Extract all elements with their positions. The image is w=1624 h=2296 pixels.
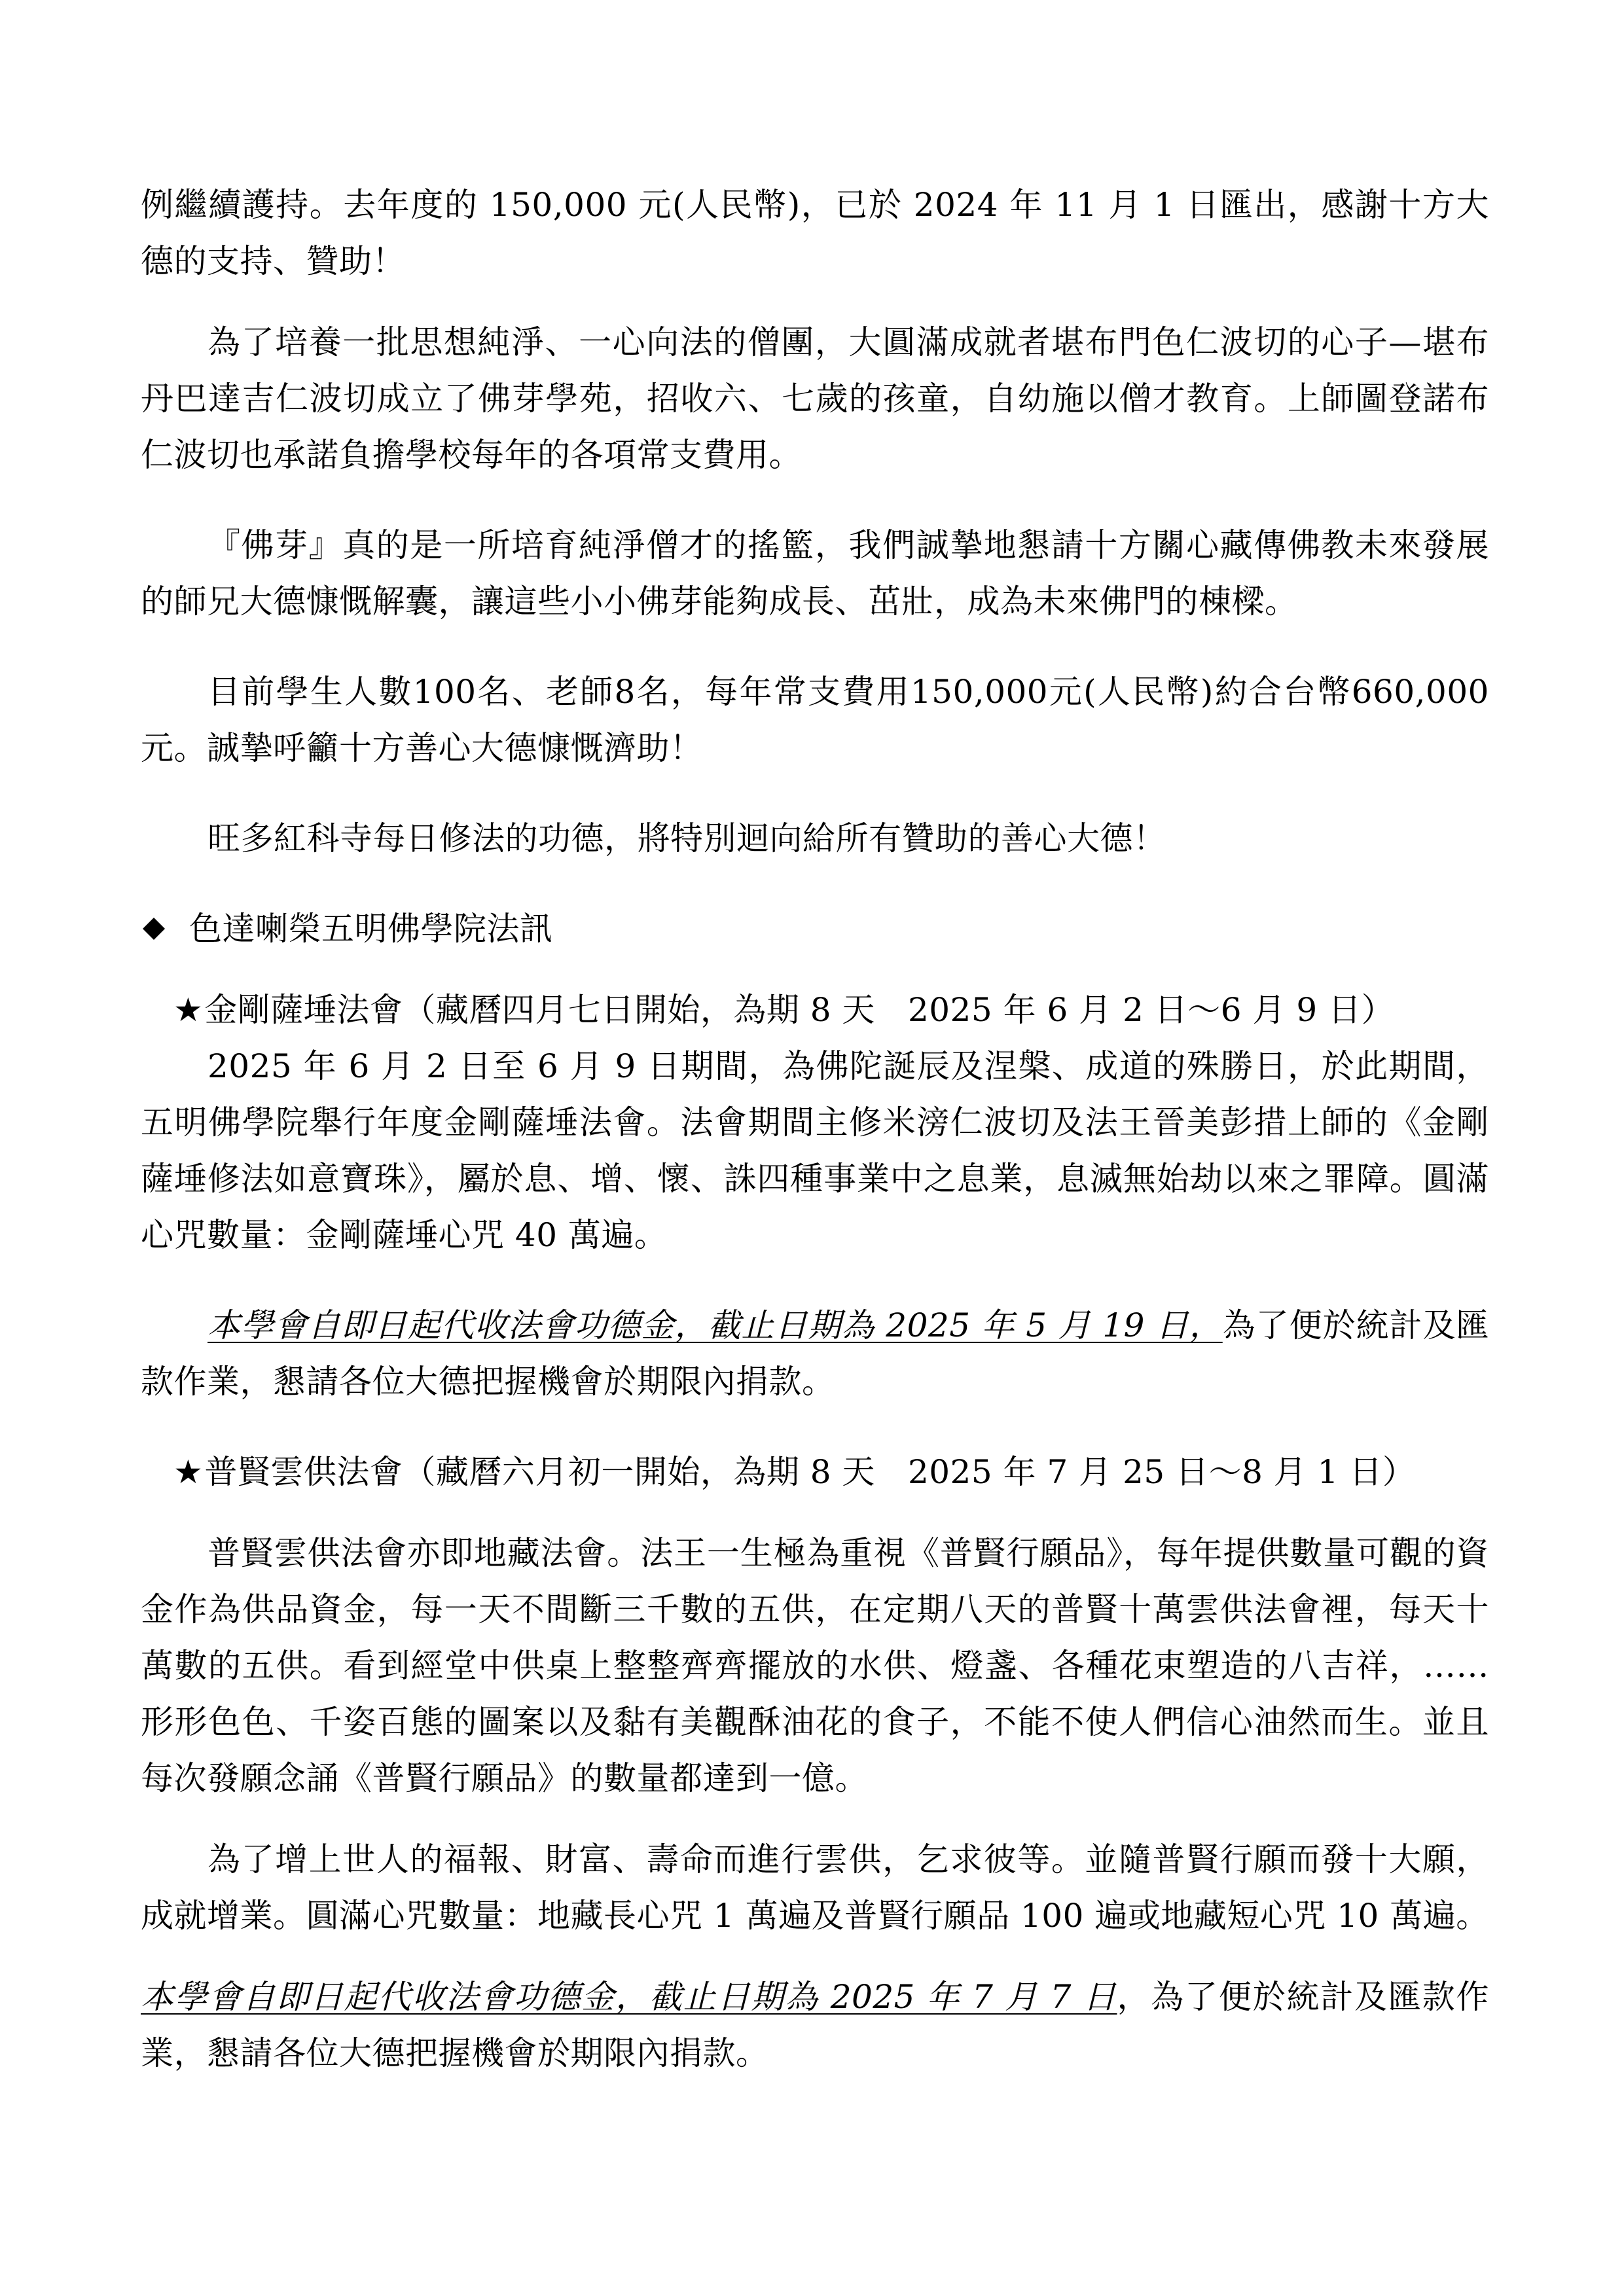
intro-paragraph-4: 目前學生人數100名、老師8名，每年常支費用150,000元(人民幣)約合台幣660,000元。誠摯呼籲十方善心大德慷慨濟助！ [141,673,1489,767]
event-2-dates: 2025 年 7 月 25 日～8 月 1 日） [907,1453,1416,1491]
event-2-notice [141,1969,1489,2081]
intro-paragraph-1: 例繼續護持。去年度的 150,000 元(人民幣)，已於 2024 年 11 月 1 日匯出，感謝十方大德的支持、贊助！ [141,186,1489,280]
event-1-dates: 2025 年 6 月 2 日～6 月 9 日） [907,991,1395,1029]
event-1-notice-rest: 為了便於統計及匯款作業，懇請各位大德把握機會於期限內捐款。 [141,1306,1490,1401]
event-2-body-2: 為了增上世人的福報、財富、壽命而進行雲供，乞求彼等。並隨普賢行願而發十大願，成就增業。圓滿心咒數量：地藏長心咒 1 萬遍及普賢行願品 100 遍或地藏短心咒 10 萬遍。 [141,1840,1489,1935]
intro-paragraph-2: 為了培養一批思想純淨、一心向法的僧團，大圓滿成就者堪布門色仁波切的心子—堪布丹巴達吉仁波切成立了佛芽學苑，招收六、七歲的孩童，自幼施以僧才教育。上師圖登諾布仁波切也承諾負擔學校每年的各項常支費用。 [141,323,1489,474]
section-heading [141,901,1489,957]
intro-paragraph-5: 旺多紅科寺每日修法的功德，將特別迴向給所有贊助的善心大德！ [208,819,1166,857]
event-1-notice [141,1297,1489,1410]
event-1-body: 2025 年 6 月 2 日至 6 月 9 日期間，為佛陀誕辰及涅槃、成道的殊勝日，於此期間，五明佛學院舉行年度金剛薩埵法會。法會期間主修米滂仁波切及法王晉美彭措上師的《金剛薩埵修法如意寶珠》，屬於息、增、懷、誅四種事業中之息業，息滅無始劫以來之罪障。圓滿心咒數量：金剛薩埵心咒 40 萬遍。 [141,1047,1489,1254]
event-1-title [141,982,1489,1038]
event-1-notice-deadline: 本學會自即日起代收法會功德金，截止日期為 2025 年 5 月 19 日， [208,1306,1223,1344]
event-2-title-text: 普賢雲供法會（藏曆六月初一開始，為期 8 天 [204,1453,875,1491]
star-icon: ★ [173,991,204,1029]
event-2-title [141,1444,1489,1500]
document-body [141,177,1489,2081]
event-2-body-1: 普賢雲供法會亦即地藏法會。法王一生極為重視《普賢行願品》，每年提供數量可觀的資金作為供品資金，每一天不間斷三千數的五供，在定期八天的普賢十萬雲供法會裡，每天十萬數的五供。看到經堂中供桌上整整齊齊擺放的水供、燈盞、各種花束塑造的八吉祥，……形形色色、千姿百態的圖案以及黏有美觀酥油花的食子，不能不使人們信心油然而生。並且每次發願念誦《普賢行願品》的數量都達到一億。 [141,1534,1489,1797]
diamond-bullet-icon [141,901,167,957]
event-2-notice-rest: ，為了便於統計及匯款作業，懇請各位大德把握機會於期限內捐款。 [141,1978,1490,2072]
intro-paragraph-3: 『佛芽』真的是一所培育純淨僧才的搖籃，我們誠摯地懇請十方關心藏傳佛教未來發展的師兄大德慷慨解囊，讓這些小小佛芽能夠成長、茁壯，成為未來佛門的棟樑。 [141,526,1489,620]
event-1-title-text: 金剛薩埵法會（藏曆四月七日開始，為期 8 天 [204,991,875,1029]
star-icon: ★ [173,1453,204,1491]
section-title: 色達喇榮五明佛學院法訊 [189,910,553,948]
event-2-notice-deadline: 本學會自即日起代收法會功德金，截止日期為 2025 年 7 月 7 日 [141,1978,1117,2016]
